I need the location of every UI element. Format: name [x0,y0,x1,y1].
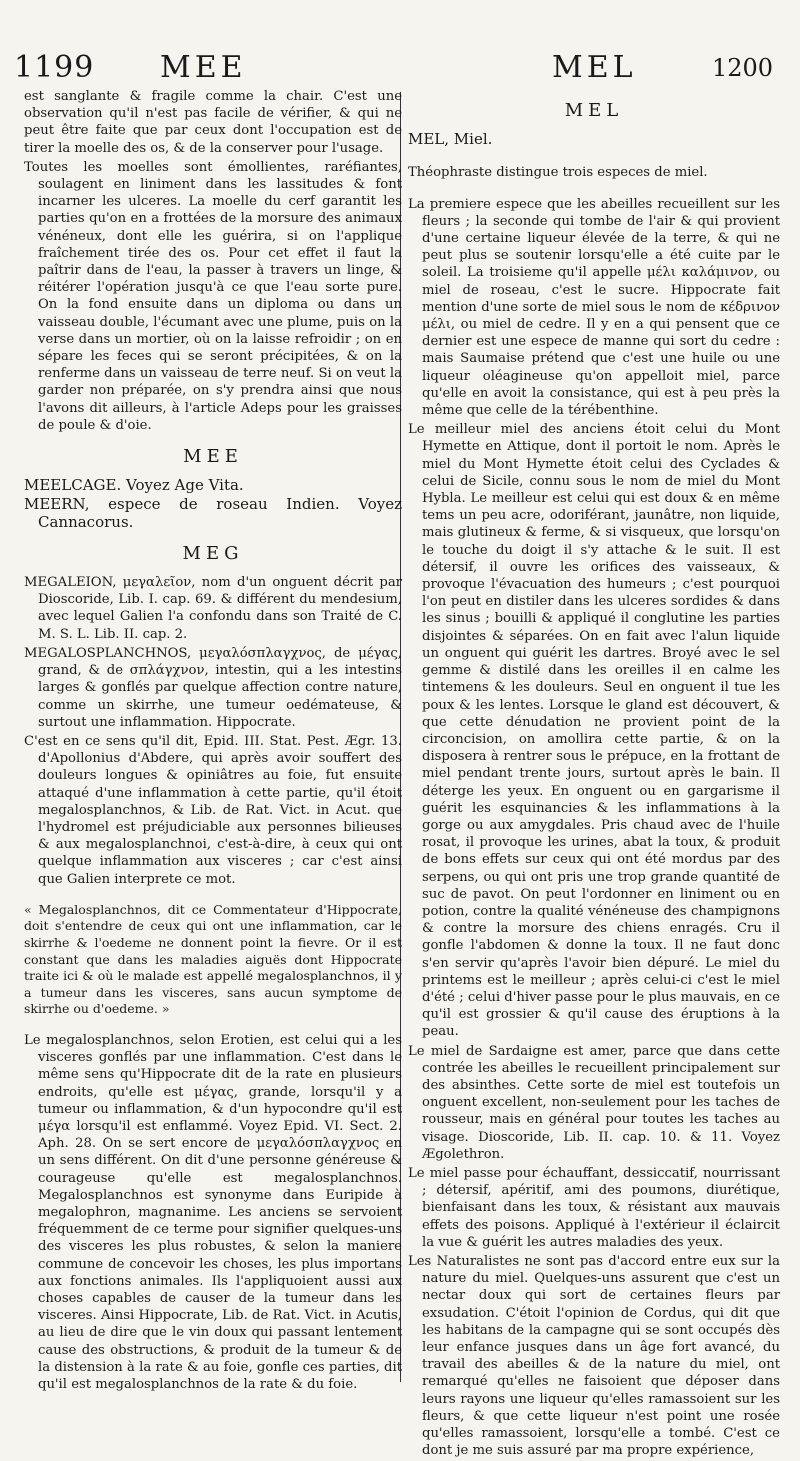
paragraph: Le miel de Sardaigne est amer, parce que dans cette contrée les abeilles le recueillent principalement sur des absinthes. Cette sorte de miel est toutefois un onguent excellent, non-seulement pour les taches de rousseur, mais en général pour toutes les taches au visage. Dioscoride, Lib. II. cap. 10. & 11. Voyez Ægolethron. [408,1043,780,1162]
entry-mel-head: MEL, Miel. [408,130,493,149]
left-running-head: MEE [160,50,247,85]
entry-meern: MEERN, espece de roseau Indien. Voyez Cannacorus. [24,495,402,531]
entry-intro: Théophraste distingue trois especes de miel. [408,165,708,181]
running-header [0,50,800,90]
paragraph: Le miel passe pour échauffant, dessiccatif, nourrissant ; détersif, apéritif, ami des poumons, diurétique, bienfaisant dans les toux, & résistant aux mauvais effets des poisons. Appliqué à l'extérieur il éclaircit la vue & guérit les autres maladies des yeux. [408,1165,780,1250]
right-column [408,88,780,1461]
right-page-number: 1200 [712,54,774,82]
section-heading-mee: MEE [183,446,243,468]
galien-quote: « Megalosplanchnos, dit ce Commentateur d'Hippocrate, doit s'entendre de ceux qui ont une inflammation, car le skirrhe & l'oedeme ne donnent point la fievre. Or il est constant que dans les maladies aiguës dont Hippocrate traite ici & où le malade est appellé megalosplanchnos, il y a tumeur dans les visceres, sans aucun symptome de skirrhe ou d'oedeme. » [24,901,402,1017]
entry-meelcage: MEELCAGE. Voyez Age Vita. [24,476,244,495]
entry-megalosplanchnos: MEGALOSPLANCHNOS, μεγαλόσπλαγχνος, de μέγας, grand, & de σπλάγχνον, intestin, qui a les intestins larges & gonflés par quelque affection contre nature, comme un skirrhe, une tumeur oedémateuse, & surtout une inflammation. Hippocrate. [24,645,402,730]
left-page-number: 1199 [14,50,95,85]
paragraph: Toutes les moelles sont émollientes, raréfiantes, soulagent en liniment dans les lassitudes & font incarner les ulceres. La moelle du cerf garantit les parties qu'on en a frottées de la morsure des animaux vénéneux, dont elle les guérira, si on l'applique fraîchement tirée des os. Pour cet effet il faut la paîtrir dans de l'eau, la passer à travers un linge, & réitérer l'opération jusqu'à ce que l'eau sorte pure. On la fond ensuite dans un diploma ou dans un vaisseau double, l'écumant avec une plume, puis on la verse dans un mortier, où on la laisse refroidir ; on en sépare les feces qui se seront précipitées, & on la renferme dans un vaisseau de terre neuf. Si on veut la garder non préparée, on s'y prendra ainsi que nous l'avons dit ailleurs, à l'article Adeps pour les graisses de poule & d'oie. [24,159,402,433]
section-heading-mel: MEL [564,100,624,121]
right-running-head: MEL [552,50,637,85]
paragraph: Le megalosplanchnos, selon Erotien, est celui qui a les visceres gonflés par une inflammation. C'est dans le même sens qu'Hippocrate dit de la rate en plusieurs endroits, qu'elle est μέγας, grande, lorsqu'il y a tumeur ou inflammation, & d'un hypocondre qu'il est μέγα lorsqu'il est enflammé. Voyez Epid. VI. Sect. 2. Aph. 28. On se sert encore de μεγαλόσπλαγχνος en un sens différent. On dit d'une personne généreuse & courageuse qu'elle est megalosplanchnos. Megalosplanchnos est synonyme dans Euripide à megalophron, magnanime. Les anciens se servoient fréquemment de ce terme pour signifier quelques-uns des visceres les plus robustes, & selon la maniere commune de concevoir les choses, les plus importans aux fonctions animales. Ils l'appliquoient aussi aux choses capables de causer de la tumeur dans les visceres. Ainsi Hippocrate, Lib. de Rat. Vict. in Acutis, au lieu de dire que le vin doux qui passant lentement cause des obstructions, & produit de la tumeur & de la distension à la rate & au foie, gonfle ces parties, dit qu'il est megalosplanchnos de la rate & du foie. [24,1032,402,1392]
entry-megaleion: MEGALEION, μεγαλεῖον, nom d'un onguent décrit par Dioscoride, Lib. I. cap. 69. & différent du mendesium, avec lequel Galien l'a confondu dans son Traité de C. M. S. L. Lib. II. cap. 2. [24,575,402,642]
paragraph: est sanglante & fragile comme la chair. C'est une observation qu'il n'est pas facile de vérifier, & qui ne peut être faite que par ceux dont l'occupation est de tirer la moelle des os, & de la conserver pour l'usage. [24,89,402,156]
paragraph: La premiere espece que les abeilles recueillent sur les fleurs ; la seconde qui tombe de l'air & qui provient d'une certaine liqueur élevée de la terre, & qui ne peut plus se soutenir lorsqu'elle a été cuite par le soleil. La troisieme qu'il appelle μέλι καλάμινον, ou miel de roseau, c'est le sucre. Hippocrate fait mention d'une sorte de miel sous le nom de κέδρινον μέλι, ou miel de cedre. Il y en a qui pensent que ce dernier est une espece de manne qui sort du cedre : mais Saumaise prétend que c'est une huile ou une liqueur oléagineuse qu'on appelloit miel, parce qu'elle en avoit la consistance, qui est à peu près la même que celle de la térébenthine. [408,196,780,419]
left-column [24,88,402,1395]
paragraph: Le meilleur miel des anciens étoit celui du Mont Hymette en Attique, dont il portoit le nom. Après le miel du Mont Hymette étoit celui des Cyclades & celui de Sicile, connu sous le nom de miel du Mont Hybla. Le meilleur est celui qui est doux & en même tems un peu acre, odoriférant, jaunâtre, non liquide, mais glutineux & ferme, & si visqueux, que lorsqu'on le touche du doigt il s'y attache & le suit. Il est détersif, il ouvre les orifices des vaisseaux, & provoque l'évacuation des humeurs ; c'est pourquoi l'on peut en distiler dans les ulceres sordides & dans les sinus ; bouilli & appliqué il conglutine les parties disjointes & séparées. On en fait avec l'alun liquide un onguent qui guérit les dartres. Broyé avec le sel gemme & distilé dans les oreilles il en calme les tintemens & les douleurs. Seul en onguent il tue les poux & les lentes. Lorsque le gland est découvert, & que cette dénudation ne provient point de la circoncision, on amollira cette partie, & on la disposera à rentrer sous le prépuce, en la frottant de miel pendant trente jours, surtout après le bain. Il déterge les yeux. En onguent ou en gargarisme il guérit les esquinancies & les inflammations à la gorge ou aux amygdales. Pris chaud avec de l'huile rosat, il provoque les urines, abat la toux, & produit de bons effets sur ceux qui ont été mordus par des serpens, ou qui ont pris une trop grande quantité de suc de pavot. On peut l'ordonner en liniment ou en potion, contre la qualité vénéneuse des champignons & contre la morsure des chiens enragés. Cru il gonfle l'abdomen & donne la toux. Il ne faut donc s'en servir qu'après l'avoir bien dépuré. Le miel du printems est le meilleur ; après celui-ci c'est le miel d'été ; celui d'hiver passe pour le plus mauvais, en ce qu'il est grossier & qu'il cause des éruptions à la peau. [408,422,780,1040]
paragraph: Les Naturalistes ne sont pas d'accord entre eux sur la nature du miel. Quelques-uns assurent que c'est un nectar doux qui sort de certaines fleurs par exsudation. C'étoit l'opinion de Cordus, qui dit que les habitans de la campagne qui se sont occupés dès leur enfance jusques dans un âge fort avancé, du travail des abeilles & de la nature du miel, ont remarqué qu'elles ne faisoient que déposer dans leurs rayons une liqueur qu'elles ramassoient sur les fleurs, & que cette liqueur n'est point une rosée qu'elles ramassoient, lorsqu'elle a tombé. C'est ce dont je me suis assuré par ma propre expérience, [408,1254,780,1459]
section-heading-meg: MEG [182,542,244,564]
paragraph: C'est en ce sens qu'il dit, Epid. III. Stat. Pest. Ægr. 13. d'Apollonius d'Abdere, qui après avoir souffert des douleurs longues & opiniâtres au foie, fut ensuite attaqué d'une inflammation à cette partie, qu'il étoit megalosplanchnos, & Lib. de Rat. Vict. in Acut. que l'hydromel est préjudiciable aux personnes bilieuses & aux megalosplanchnoi, c'est-à-dire, à ceux qui ont quelque inflammation aux visceres ; car c'est ainsi que Galien interprete ce mot. [24,733,402,887]
